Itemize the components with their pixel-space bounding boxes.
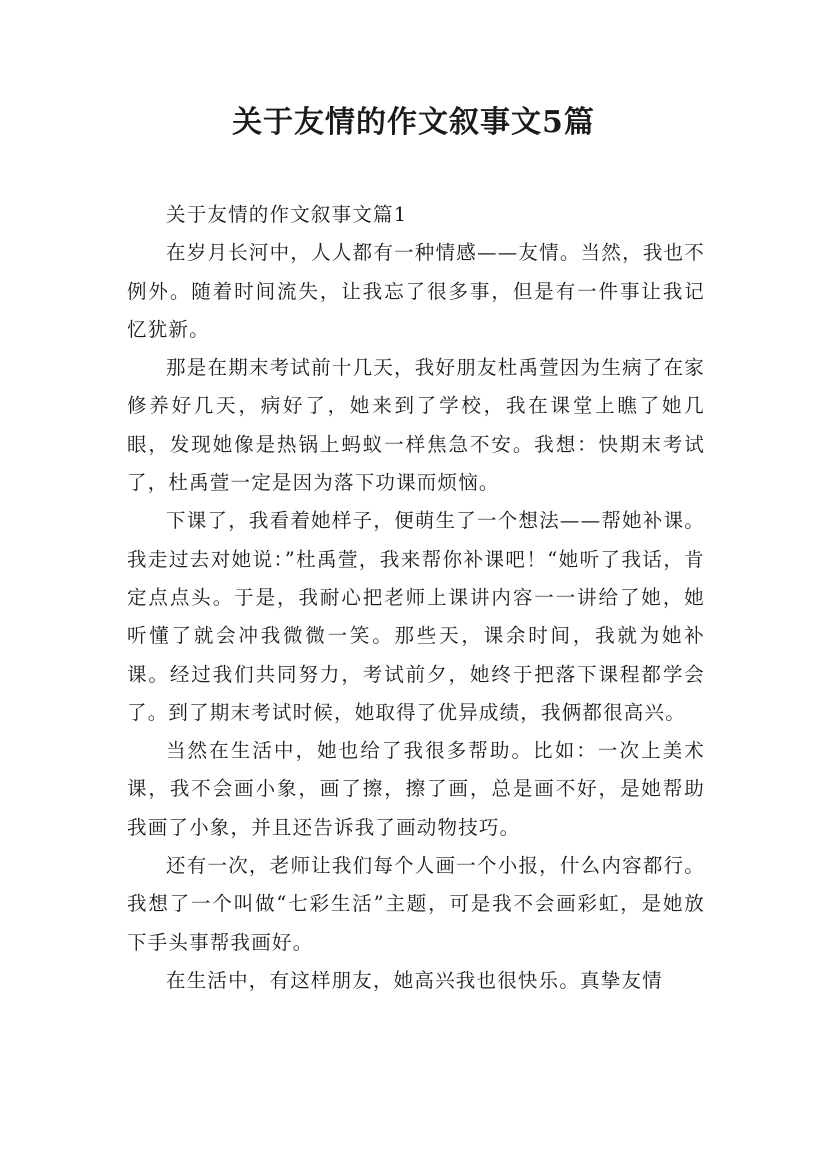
- paragraph: 那是在期末考试前十几天，我好朋友杜禹萱因为生病了在家修养好几天，病好了，她来到了学校，我在课堂上瞧了她几眼，发现她像是热锅上蚂蚁一样焦急不安。我想：快期末考试了，杜禹萱一定是因为落下功课而烦恼。: [127, 356, 705, 495]
- document-body: [127, 196, 705, 1000]
- section-heading: 关于友情的作文叙事文篇1: [166, 203, 408, 226]
- document-title: 关于友情的作文叙事文5篇: [232, 105, 595, 140]
- paragraph: 在岁月长河中，人人都有一种情感——友情。当然，我也不例外。随着时间流失，让我忘了很多事，但是有一件事让我记忆犹新。: [127, 241, 705, 341]
- paragraph: 还有一次，老师让我们每个人画一个小报，什么内容都行。我想了一个叫做“七彩生活”主题，可是我不会画彩虹，是她放下手头事帮我画好。: [127, 854, 705, 954]
- paragraph: 下课了，我看着她样子，便萌生了一个想法——帮她补课。我走过去对她说：”杜禹萱，我来帮你补课吧！“她听了我话，肯定点点头。于是，我耐心把老师上课讲内容一一讲给了她，她听懂了就会冲我微微一笑。那些天，课余时间，我就为她补课。经过我们共同努力，考试前夕，她终于把落下课程都学会了。到了期末考试时候，她取得了优异成绩，我俩都很高兴。: [127, 509, 705, 724]
- paragraph: 当然在生活中，她也给了我很多帮助。比如：一次上美术课，我不会画小象，画了擦，擦了画，总是画不好，是她帮助我画了小象，并且还告诉我了画动物技巧。: [127, 739, 705, 839]
- paragraph: 在生活中，有这样朋友，她高兴我也很快乐。真挚友情: [166, 968, 663, 992]
